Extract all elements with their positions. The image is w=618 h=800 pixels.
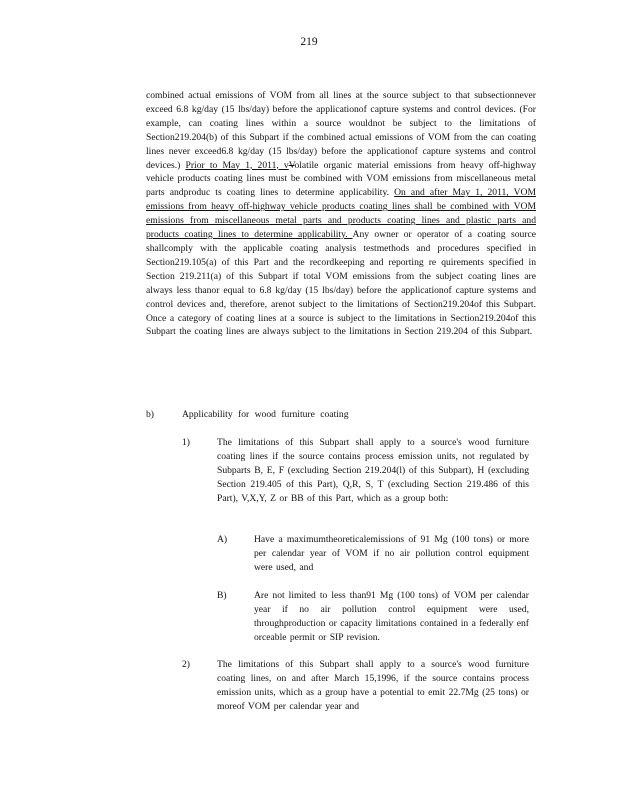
struck-text: V (288, 159, 295, 171)
item-1-label: 1) (182, 437, 190, 448)
page-number: 219 (300, 36, 318, 48)
paragraph-text-part3: Any owner or operator of a coating source shallcomply with the applicable coating analysis testmethods and procedures specified in Section219.105(a) of this Part and the recordkeeping and reporting re quirements specified in Section 219.211(a) of this Subpart if total VOM emissions from the subject coating lines are always less thanor equal to 6.8 kg/day (15 lbs/day) before the applicationof capture systems and control devices and, therefore, arenot subject to the limitations of Section219.204of this Subpart. Once a category of coating lines at a source is subject to the limitations in Section219.204of this Subpart the coating lines are always subject to the limitations in Section 219.204 of this Subpart. (146, 229, 536, 338)
section-b-label: b) (146, 409, 154, 420)
item-2-label: 2) (182, 659, 190, 670)
sub-item-b-label: B) (217, 590, 227, 601)
main-paragraph (146, 89, 536, 339)
item-1-text: The limitations of this Subpart shall apply to a source's wood furniture coating lines if the source contains process emission units, not regulated by Subparts B, E, F (excluding Section 219.204(l) of this Subpart), H (excluding Section 219.405 of this Part), Q,R, S, T (excluding Section 219.486 of this Part), V,X,Y, Z or BB of this Part, which as a group both: (217, 437, 529, 504)
sub-item-a-label: A) (217, 534, 228, 545)
item-2-text: The limitations of this Subpart shall apply to a source's wood furniture coating lines, on and after March 15,1996, if the source contains process emission units, which as a group have a potential to emit 22.7Mg (25 tons) or moreof VOM per calendar year and (217, 659, 529, 712)
paragraph-text-part1: combined actual emissions of VOM from all lines at the source subject to that subsectionnever exceed 6.8 kg/day (15 lbs/day) before the applicationof capture systems and control devices. (For example, can coating lines within a source wouldnot be subject to the limitations of Section219.204(b) of this Subpart if the combined actual emissions of VOM from the can coating lines never exceed6.8 kg/day (15 lbs/day) before the applicationof capture systems and control devices.) (146, 90, 536, 171)
inserted-text-prior-to-2011: Prior to May 1, 2011, v (185, 159, 289, 171)
paragraph-text-part2: olatile organic material emissions from heavy off-highway vehicle products coating lines must be combined with VOM emissions from miscellaneous metal parts andproduc ts coating lines to determine applicability. (146, 159, 536, 199)
inserted-text-after-2011: On and after May 1, 2011, VOM emissions from heavy off-highway vehicle products coating lines shall be combined with VOM emissions from miscellaneous metal parts and products coating lines and plastic parts and products coating lines to determine applicability. (146, 187, 536, 241)
sub-item-b-text: Are not limited to less than91 Mg (100 tons) of VOM per calendar year if no air pollution control equipment were used, throughproduction or capacity limitations contained in a federally enf orceable permit or SIP revision. (254, 590, 529, 643)
sub-item-a-text: Have a maximumtheoreticalemissions of 91 Mg (100 tons) or more per calendar year of VOM if no air pollution control equipment were used, and (254, 534, 529, 573)
section-b-heading: Applicability for wood furniture coating (182, 409, 349, 420)
